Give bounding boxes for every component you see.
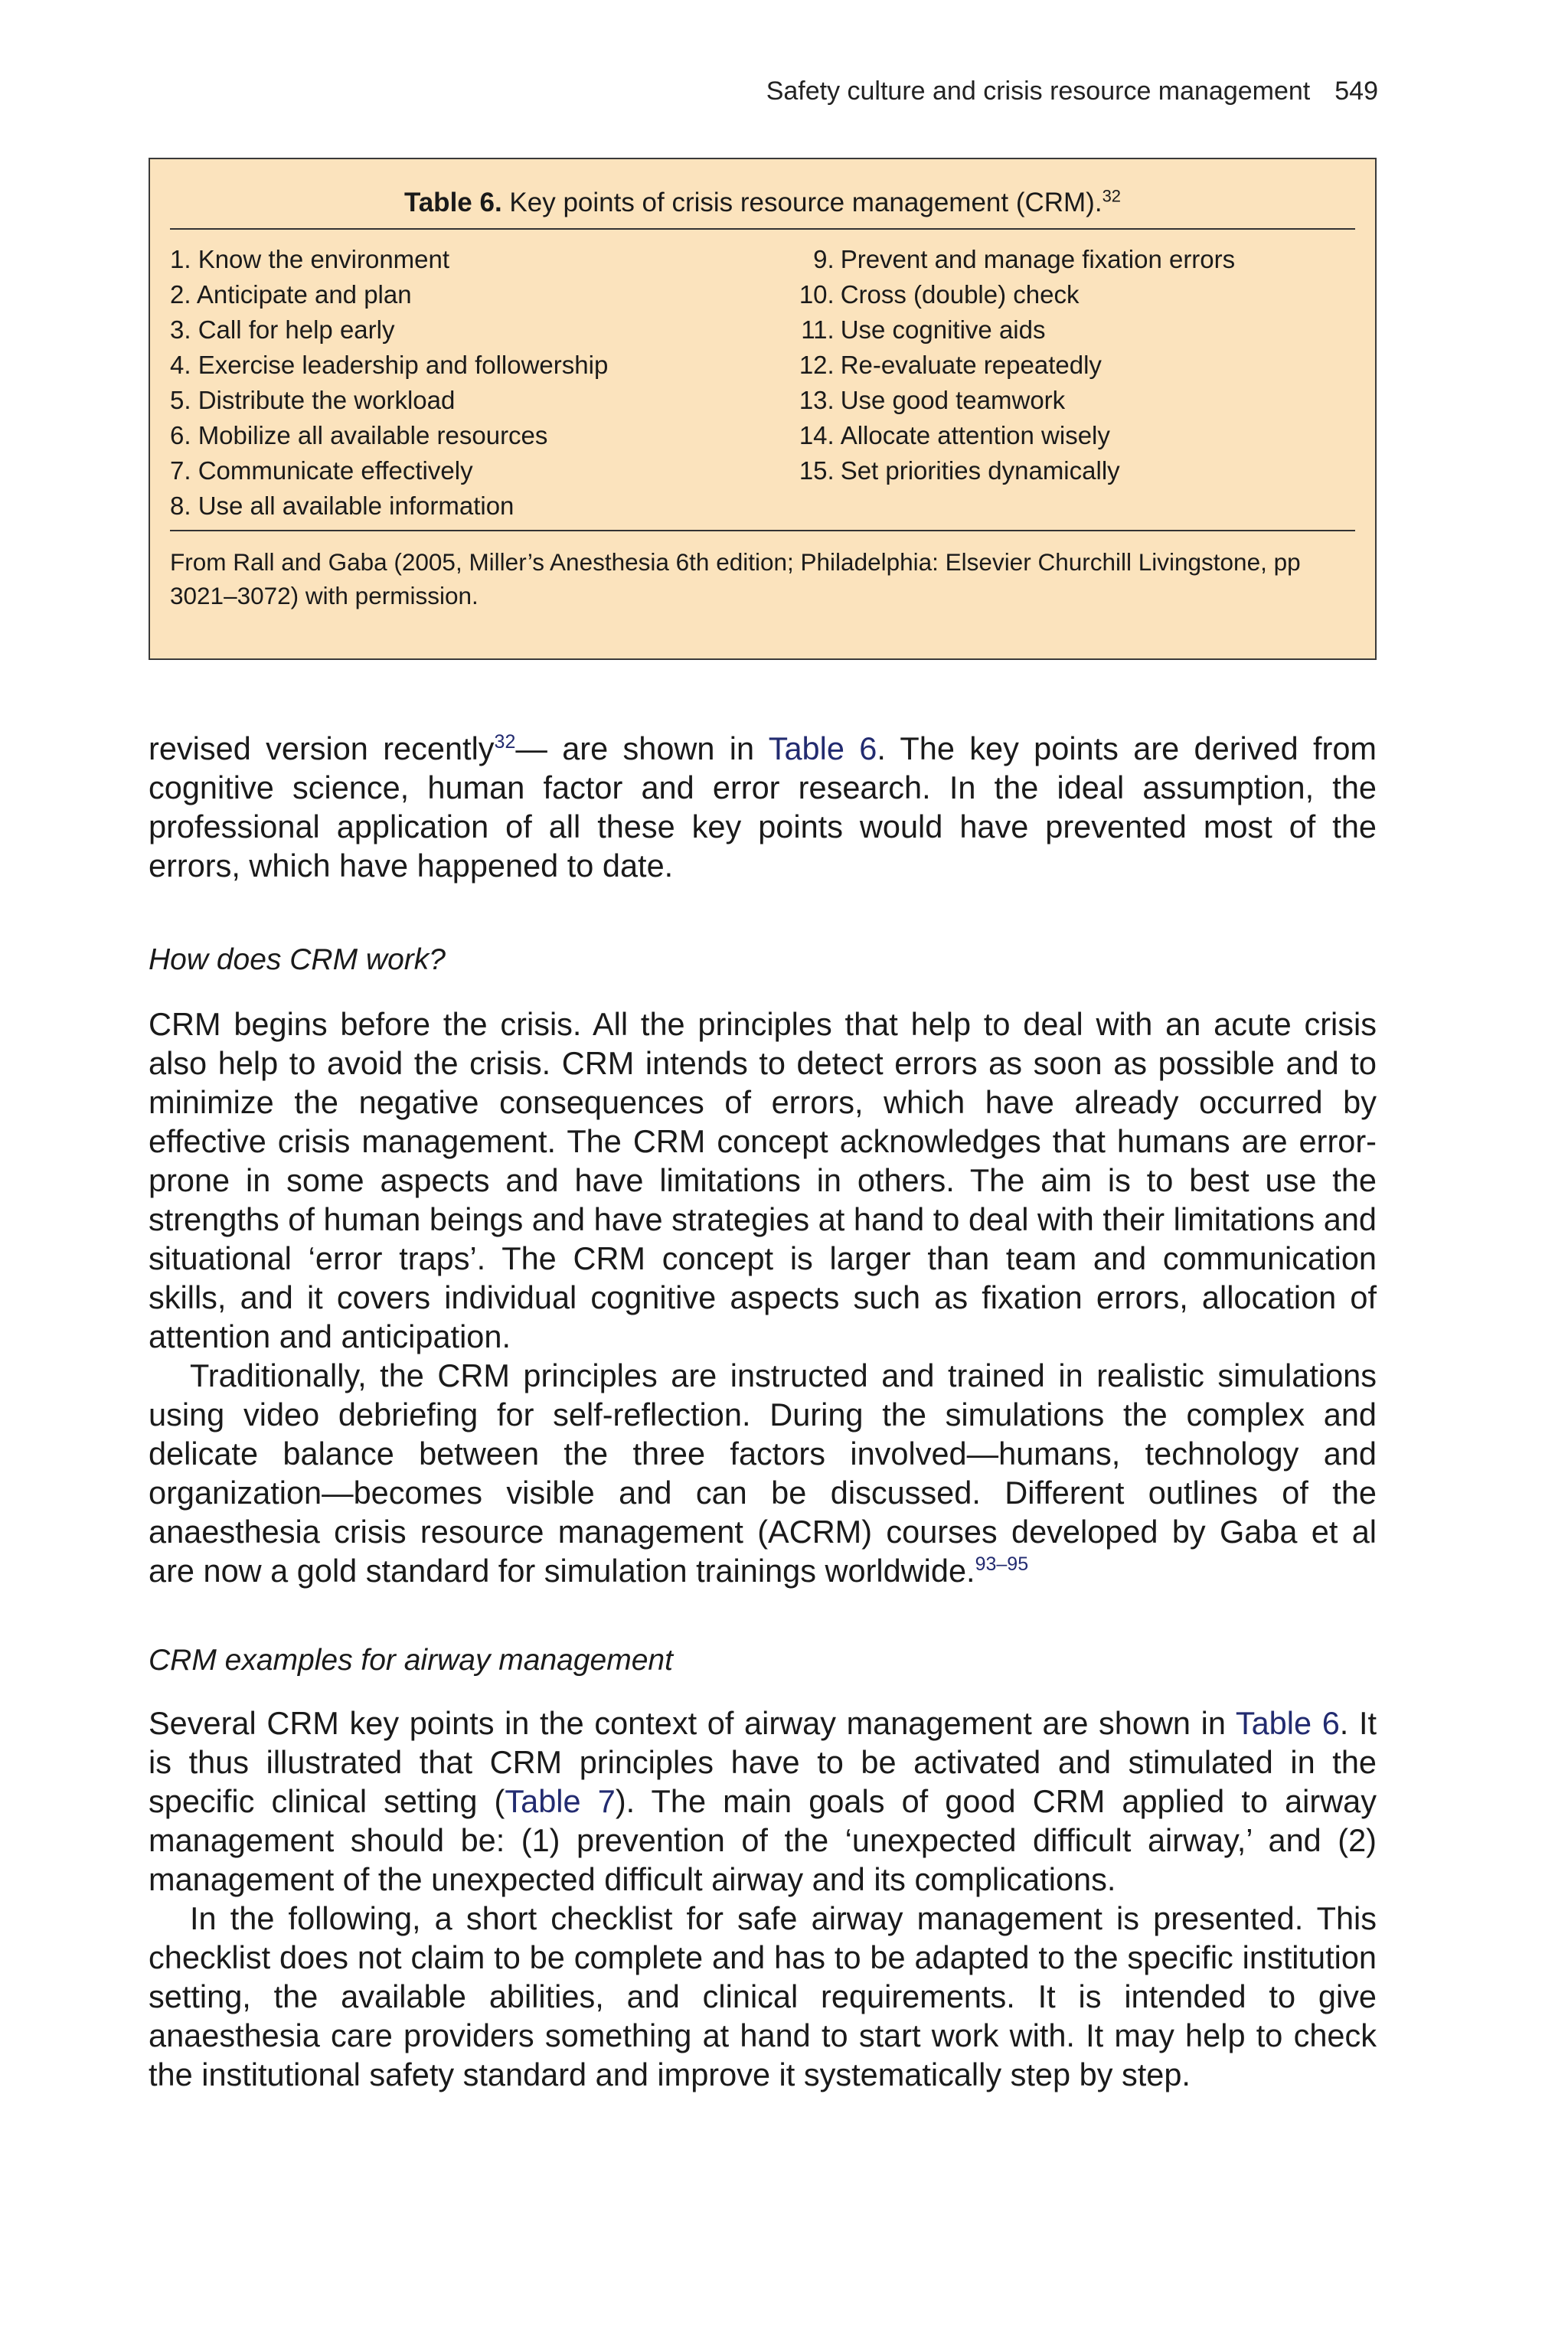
- list-item-number: 14.: [799, 421, 835, 449]
- running-head: [766, 77, 1378, 106]
- paragraph-text: . It is thus illustrated that CRM principles have to be activated and stimulated in the specific clinical setting (: [149, 1705, 1377, 1819]
- table-6-link[interactable]: Table 6: [768, 730, 877, 766]
- table-right-column: [793, 242, 1355, 530]
- list-item-number: 15.: [799, 456, 835, 485]
- paragraph-text: ). The main goals of good CRM applied to airway management should be: (1) prevention of the ‘unexpected difficult airway,’ and (2) management of the unexpected difficult airway and its complications.: [149, 1783, 1377, 1897]
- table-7-link[interactable]: Table 7: [505, 1783, 616, 1819]
- list-item-number: 13.: [799, 386, 835, 414]
- list-item-text: Re-evaluate repeatedly: [840, 351, 1102, 379]
- list-item: [793, 242, 1355, 277]
- list-item: [793, 453, 1355, 488]
- list-item: 1. Know the environment: [170, 245, 450, 273]
- list-item: [793, 312, 1355, 348]
- list-item-number: 10.: [799, 280, 835, 309]
- table-body: [170, 230, 1355, 530]
- citation-ref[interactable]: 32: [494, 731, 516, 753]
- list-item: 4. Exercise leadership and followership: [170, 351, 609, 379]
- paragraph-1: [149, 729, 1377, 885]
- table-caption: [170, 182, 1355, 224]
- list-item: 8. Use all available information: [170, 492, 514, 520]
- list-item-number: 9.: [813, 245, 835, 273]
- table-left-column: [170, 242, 793, 530]
- paragraph-2: CRM begins before the crisis. All the principles that help to deal with an acute crisis also help to avoid the crisis. CRM intends to detect errors as soon as possible and to minimize the negative consequences of errors, which have already occurred by effective crisis management. The CRM concept acknowledges that humans are error-prone in some aspects and have limitations in others. The aim is to best use the strengths of human beings and have strategies at hand to deal with their limitations and situational ‘error traps’. The CRM concept is larger than team and communication skills, and it covers individual cognitive aspects such as fixation errors, allocation of attention and anticipation.: [149, 1006, 1377, 1354]
- list-item: 6. Mobilize all available resources: [170, 421, 548, 449]
- paragraph-text: . The key points are derived from cognitive science, human factor and error research. In the ideal assumption, the professional application of all these key points would have prevented most of the errors, which have happened to date.: [149, 730, 1377, 884]
- list-item-text: Use good teamwork: [840, 386, 1066, 414]
- table-label: Table 6.: [403, 188, 502, 217]
- list-item-text: Cross (double) check: [840, 280, 1080, 309]
- list-item-number: 12.: [799, 351, 835, 379]
- list-item-number: 11.: [801, 315, 835, 344]
- paragraph-5: In the following, a short checklist for safe airway management is presented. This checklist does not claim to be complete and has to be adapted to the specific institution setting, the available abilities, and clinical requirements. It is intended to give anaesthesia care providers something at hand to start work with. It may help to check the institutional safety standard and improve it systematically step by step.: [149, 1900, 1377, 2092]
- paragraph-2-3: [149, 1004, 1377, 1590]
- paragraph-text: Traditionally, the CRM principles are instructed and trained in realistic simulations using video debriefing for self-reflection. During the simulations the complex and delicate balance between the three factors involved—humans, technology and organization—becomes visible and can be discussed. Different outlines of the anaesthesia crisis resource management (ACRM) courses developed by Gaba et al are now a gold standard for simulation trainings worldwide.: [149, 1357, 1377, 1589]
- table-caption-ref[interactable]: 32: [1102, 186, 1122, 206]
- section-heading-how-crm-works: How does CRM work?: [149, 943, 446, 976]
- list-item: 7. Communicate effectively: [170, 456, 473, 485]
- list-item-text: Set priorities dynamically: [840, 456, 1120, 485]
- paragraph-text: Several CRM key points in the context of airway management are shown in: [149, 1705, 1236, 1741]
- list-item: 2. Anticipate and plan: [170, 280, 412, 309]
- table-6: [149, 158, 1377, 660]
- table-source-note: From Rall and Gaba (2005, Miller’s Anesthesia 6th edition; Philadelphia: Elsevier Churchill Livingstone, pp 3021–3072) with permission.: [170, 548, 1301, 609]
- list-item: [793, 277, 1355, 312]
- list-item-text: Use cognitive aids: [840, 315, 1046, 344]
- paragraph-3: [149, 1356, 1377, 1590]
- paragraph-text: — are shown in: [515, 730, 769, 766]
- list-item: 5. Distribute the workload: [170, 386, 456, 414]
- section-heading-crm-airway: CRM examples for airway management: [149, 1644, 673, 1677]
- running-head-title: Safety culture and crisis resource management: [766, 77, 1311, 106]
- list-item: [793, 383, 1355, 418]
- citation-ref[interactable]: 93–95: [975, 1553, 1029, 1576]
- list-item-text: Allocate attention wisely: [840, 421, 1110, 449]
- table-caption-text: Key points of crisis resource management (CRM).: [509, 188, 1102, 217]
- list-item: [793, 348, 1355, 383]
- list-item-text: Prevent and manage fixation errors: [840, 245, 1236, 273]
- table-6-link[interactable]: Table 6: [1235, 1705, 1340, 1741]
- paragraph-text: revised version recently: [149, 730, 495, 766]
- list-item: [793, 418, 1355, 453]
- list-item: 3. Call for help early: [170, 315, 395, 344]
- page-number: 549: [1334, 77, 1378, 106]
- paragraph-4: [149, 1704, 1377, 1899]
- paragraph-4-5: [149, 1704, 1377, 2094]
